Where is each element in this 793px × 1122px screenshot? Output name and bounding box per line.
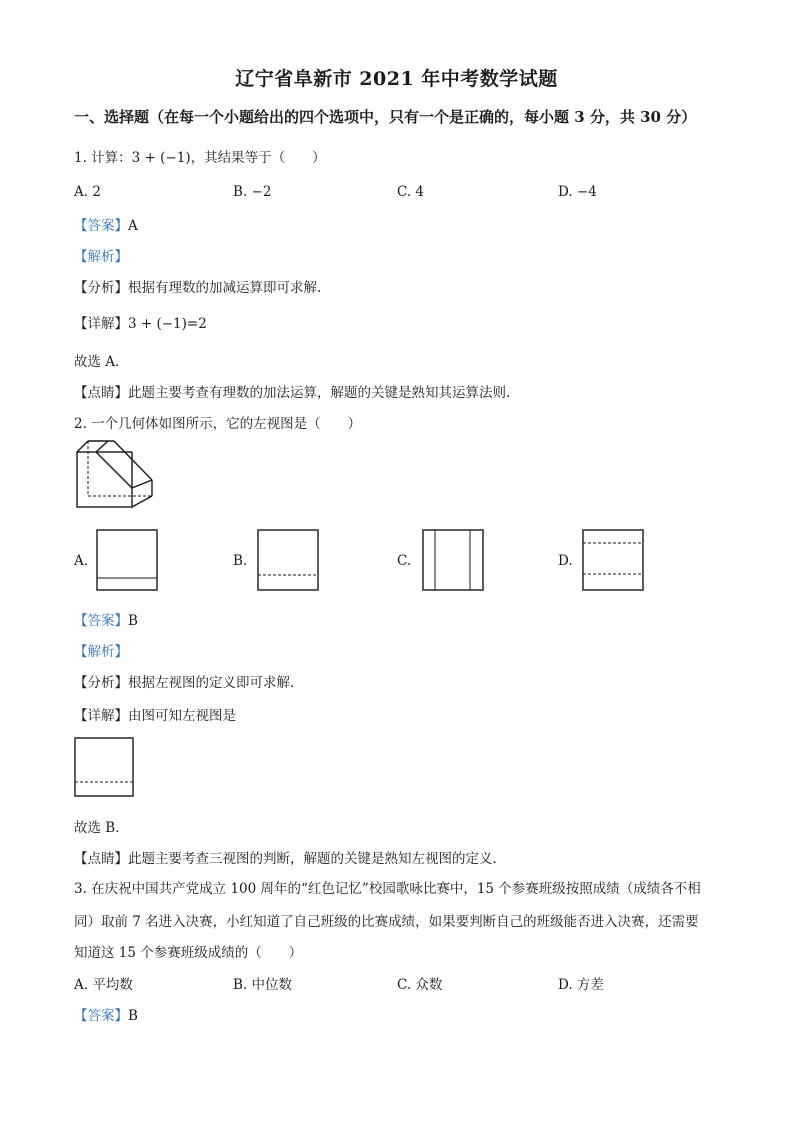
q2-option-c-figure: [422, 529, 484, 591]
q2-analysis-tag: 【解析】: [74, 644, 128, 660]
q2-chose: 故选 B．: [74, 820, 129, 836]
q2-option-a-figure: [96, 529, 158, 591]
detail-tag: 【详解】: [74, 316, 128, 332]
q3-option-a: A. 平均数: [74, 977, 133, 993]
q3-option-c: C. 众数: [397, 977, 443, 993]
q2-stem: 2. 一个几何体如图所示，它的左视图是（ ）: [74, 416, 362, 432]
q1-analysis-tag: 【解析】: [74, 249, 128, 265]
q2-option-c-label: C.: [397, 553, 412, 569]
answer-tag: 【答案】: [74, 218, 128, 234]
detail-text: 由图可知左视图是: [128, 708, 236, 724]
q2-detail: [74, 704, 236, 724]
q1-answer: [74, 214, 138, 234]
answer-value: B: [128, 1008, 138, 1024]
q2-option-b-figure: [257, 529, 319, 591]
answer-tag: 【答案】: [74, 613, 128, 629]
section-heading: 一、选择题（在每一个小题给出的四个选项中，只有一个是正确的，每小题 3 分，共 30 分）: [74, 108, 697, 126]
page-title: 辽宁省阜新市 2021 年中考数学试题: [235, 68, 558, 90]
answer-value: B: [128, 613, 138, 629]
q1-option-d: D. −4: [558, 184, 597, 200]
q3-answer: [74, 1004, 138, 1024]
q3-stem-line-2: 同）取前 7 名进入决赛，小红知道了自己班级的比赛成绩，如果要判断自己的班级能否进入决赛，还需要: [74, 914, 699, 930]
q1-option-b: B. −2: [233, 184, 272, 200]
detail-tag: 【详解】: [74, 708, 128, 724]
answer-tag: 【答案】: [74, 1008, 128, 1024]
q1-option-a: A. 2: [74, 184, 101, 200]
q2-dianjing: 【点睛】此题主要考查三视图的判断，解题的关键是熟知左视图的定义.: [74, 851, 497, 867]
q2-answer: [74, 609, 138, 629]
q1-fenxi: 【分析】根据有理数的加减运算即可求解.: [74, 280, 322, 296]
detail-text: 3 + (−1)=2: [128, 316, 207, 332]
q3-stem-line-1: 3. 在庆祝中国共产党成立 100 周年的“红色记忆”校园歌咏比赛中，15 个参赛班级按照成绩（成绩各不相: [74, 881, 701, 897]
q1-option-c: C. 4: [397, 184, 425, 200]
q3-option-b: B. 中位数: [233, 977, 293, 993]
q2-option-a-label: A.: [74, 553, 89, 569]
q1-dianjing: 【点睛】此题主要考查有理数的加法运算，解题的关键是熟知其运算法则.: [74, 385, 511, 401]
q1-chose: 故选 A．: [74, 354, 129, 370]
q2-detail-figure: [74, 737, 136, 799]
q2-fenxi: 【分析】根据左视图的定义即可求解.: [74, 675, 295, 691]
answer-value: A: [128, 218, 138, 234]
q2-option-b-label: B.: [233, 553, 248, 569]
solid-figure: [76, 440, 156, 510]
q2-option-d-figure: [582, 529, 644, 591]
q1-stem: 1. 计算：3 + (−1)，其结果等于（ ）: [74, 150, 326, 166]
q1-detail: [74, 312, 207, 332]
q3-stem-line-3: 知道这 15 个参赛班级成绩的（ ）: [74, 945, 303, 961]
q3-option-d: D. 方差: [558, 977, 604, 993]
q2-option-d-label: D.: [558, 553, 573, 569]
